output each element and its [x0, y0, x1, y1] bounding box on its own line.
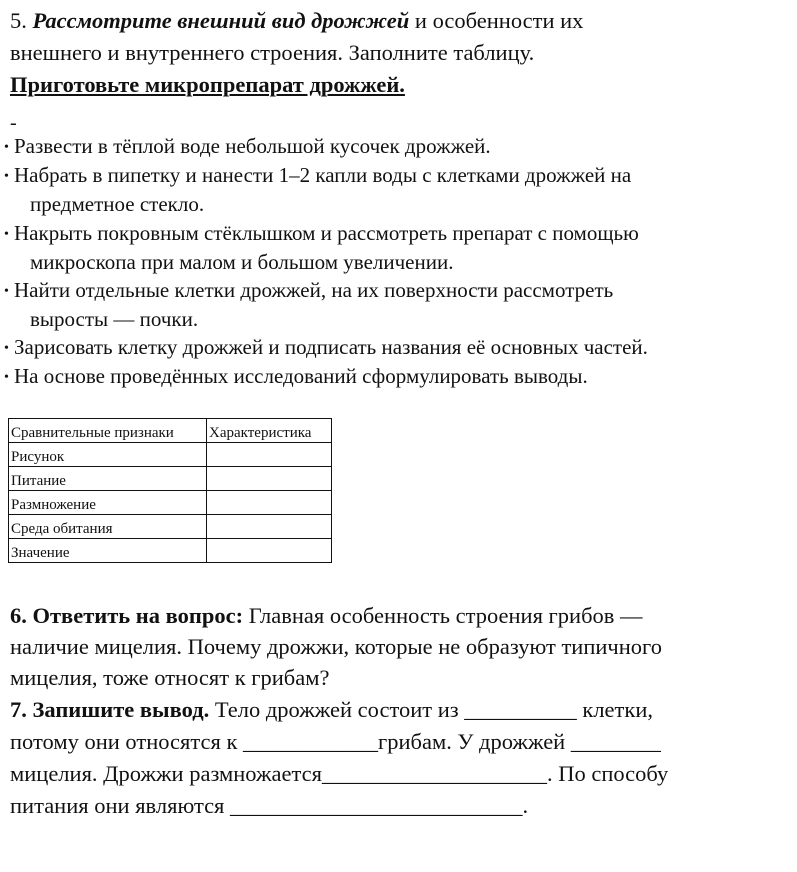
task6-text: Главная особенность строения грибов —: [243, 603, 643, 628]
table-row: [9, 539, 332, 563]
bullet: •: [4, 140, 9, 155]
task5-line1-rest: и особенности их: [409, 8, 584, 33]
table-answer-cell[interactable]: [207, 443, 332, 467]
table-answer-cell[interactable]: [207, 491, 332, 515]
step-item: [4, 362, 588, 392]
step-continuation: выросты — почки.: [30, 307, 199, 331]
step-text: Накрыть покровным стёклышком и рассмотреть препарат с помощью: [14, 221, 639, 245]
table-row-label: Рисунок: [9, 443, 207, 467]
table-row-label: Размножение: [9, 491, 207, 515]
task7-line2: потому они относятся к ____________грибам. У дрожжей ________: [10, 729, 661, 754]
table-row: [9, 467, 332, 491]
step-text: Зарисовать клетку дрожжей и подписать названия её основных частей.: [14, 335, 648, 359]
bullet: •: [4, 169, 9, 184]
table-answer-cell[interactable]: [207, 467, 332, 491]
table-answer-cell[interactable]: [207, 539, 332, 563]
step-item: [4, 161, 631, 191]
stray-dash: -: [10, 112, 17, 134]
table-row: [9, 491, 332, 515]
step-item: [4, 219, 639, 249]
task5-line2: внешнего и внутреннего строения. Заполните таблицу.: [10, 40, 535, 65]
task5-heading: Приготовьте микропрепарат дрожжей.: [10, 72, 405, 97]
table-row: [9, 443, 332, 467]
step-text: На основе проведённых исследований сформулировать выводы.: [14, 364, 588, 388]
task5-line1: [10, 6, 583, 36]
task6-label: 6. Ответить на вопрос:: [10, 603, 244, 628]
bullet: •: [4, 284, 9, 299]
step-text: Набрать в пипетку и нанести 1–2 капли воды с клетками дрожжей на: [14, 163, 632, 187]
step-item: [4, 132, 491, 162]
step-text: Развести в тёплой воде небольшой кусочек дрожжей.: [14, 134, 491, 158]
table-header-cell: Сравнительные признаки: [9, 419, 207, 443]
step-item: [4, 333, 648, 363]
step-item: [4, 276, 613, 306]
step-continuation: предметное стекло.: [30, 192, 205, 216]
task5-number: 5.: [10, 8, 33, 33]
table-row-label: Питание: [9, 467, 207, 491]
bullet: •: [4, 341, 9, 356]
table-answer-cell[interactable]: [207, 515, 332, 539]
task7-text: Тело дрожжей состоит из __________ клетки,: [209, 697, 653, 722]
table-row-label: Среда обитания: [9, 515, 207, 539]
step-text: Найти отдельные клетки дрожжей, на их поверхности рассмотреть: [14, 278, 614, 302]
bullet: •: [4, 227, 9, 242]
task7-label: 7. Запишите вывод.: [10, 697, 210, 722]
comparison-table: [8, 418, 332, 563]
task6-line3: мицелия, тоже относят к грибам?: [10, 665, 330, 690]
task7-line3: мицелия. Дрожжи размножается____________________. По способу: [10, 761, 669, 786]
task7-line4: питания они являются __________________________.: [10, 793, 529, 818]
table-row: [9, 515, 332, 539]
table-row-label: Значение: [9, 539, 207, 563]
task6-line1: [10, 600, 643, 631]
table-header-row: [9, 419, 332, 443]
step-continuation: микроскопа при малом и большом увеличении.: [30, 250, 454, 274]
task5-emphasis: Рассмотрите внешний вид дрожжей: [32, 8, 410, 33]
table-header-cell: Характеристика: [207, 419, 332, 443]
bullet: •: [4, 370, 9, 385]
task7-line1: [10, 694, 653, 725]
task6-line2: наличие мицелия. Почему дрожжи, которые не образуют типичного: [10, 634, 662, 659]
